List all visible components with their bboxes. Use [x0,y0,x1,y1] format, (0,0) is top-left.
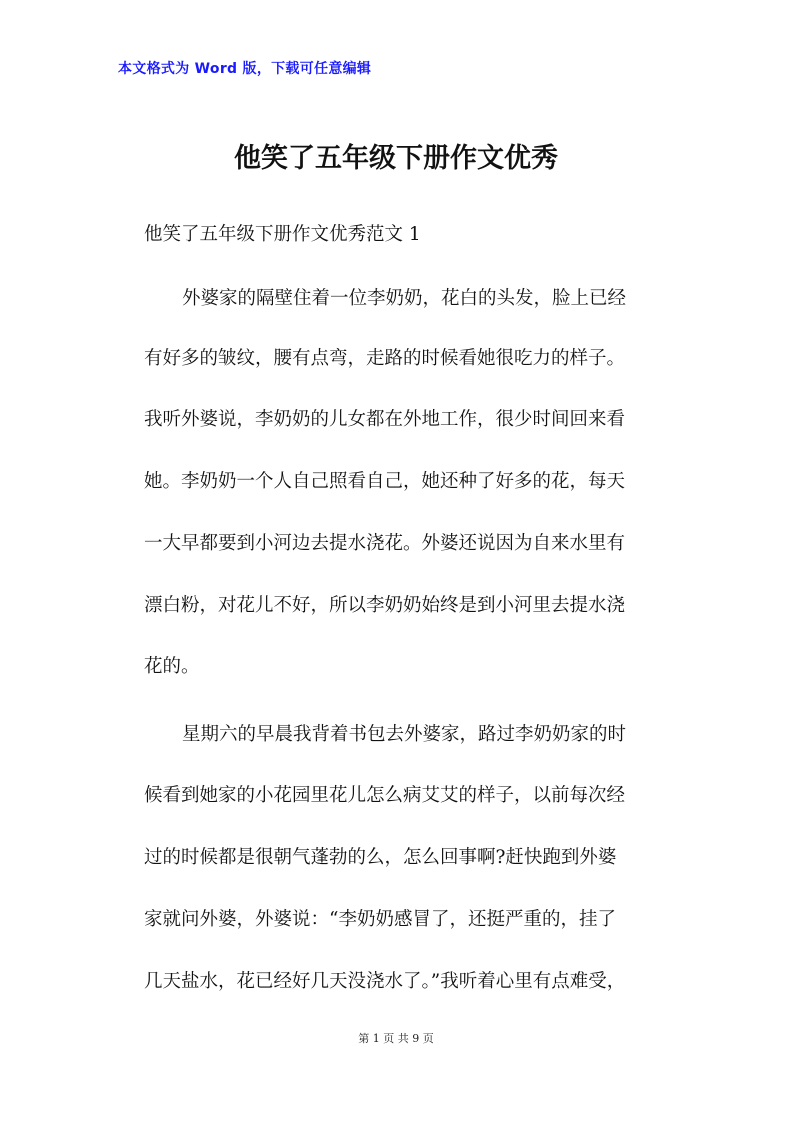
paragraph-line: 几天盐水，花已经好几天没浇水了。”我听着心里有点难受， [144,971,626,992]
paragraph-line: 过的时候都是很朝气蓬勃的么，怎么回事啊?赶快跑到外婆 [144,847,617,868]
document-title: 他笑了五年级下册作文优秀 [234,143,558,174]
page-number: 第 1 页 共 9 页 [358,1032,434,1045]
paragraph-line: 一大早都要到小河边去提水浇花。外婆还说因为自来水里有 [144,533,626,554]
paragraph-line: 星期六的早晨我背着书包去外婆家，路过李奶奶家的时 [182,724,627,745]
paragraph-line: 花的。 [144,656,200,677]
section-subtitle: 他笑了五年级下册作文优秀范文 1 [144,224,421,245]
paragraph-line: 有好多的皱纹，腰有点弯，走路的时候看她很吃力的样子。 [144,348,626,369]
paragraph-line: 她。李奶奶一个人自己照看自己，她还种了好多的花，每天 [144,471,626,492]
paragraph-line: 漂白粉，对花儿不好，所以李奶奶始终是到小河里去提水浇 [144,595,626,616]
paragraph-line: 我听外婆说，李奶奶的儿女都在外地工作，很少时间回来看 [144,409,626,430]
paragraph-line: 外婆家的隔壁住着一位李奶奶，花白的头发，脸上已经 [182,288,627,309]
format-banner: 本文格式为 Word 版，下载可任意编辑 [118,61,372,77]
paragraph-line: 候看到她家的小花园里花儿怎么病艾艾的样子，以前每次经 [144,785,626,806]
paragraph-line: 家就问外婆，外婆说：“李奶奶感冒了，还挺严重的，挂了 [144,909,616,930]
